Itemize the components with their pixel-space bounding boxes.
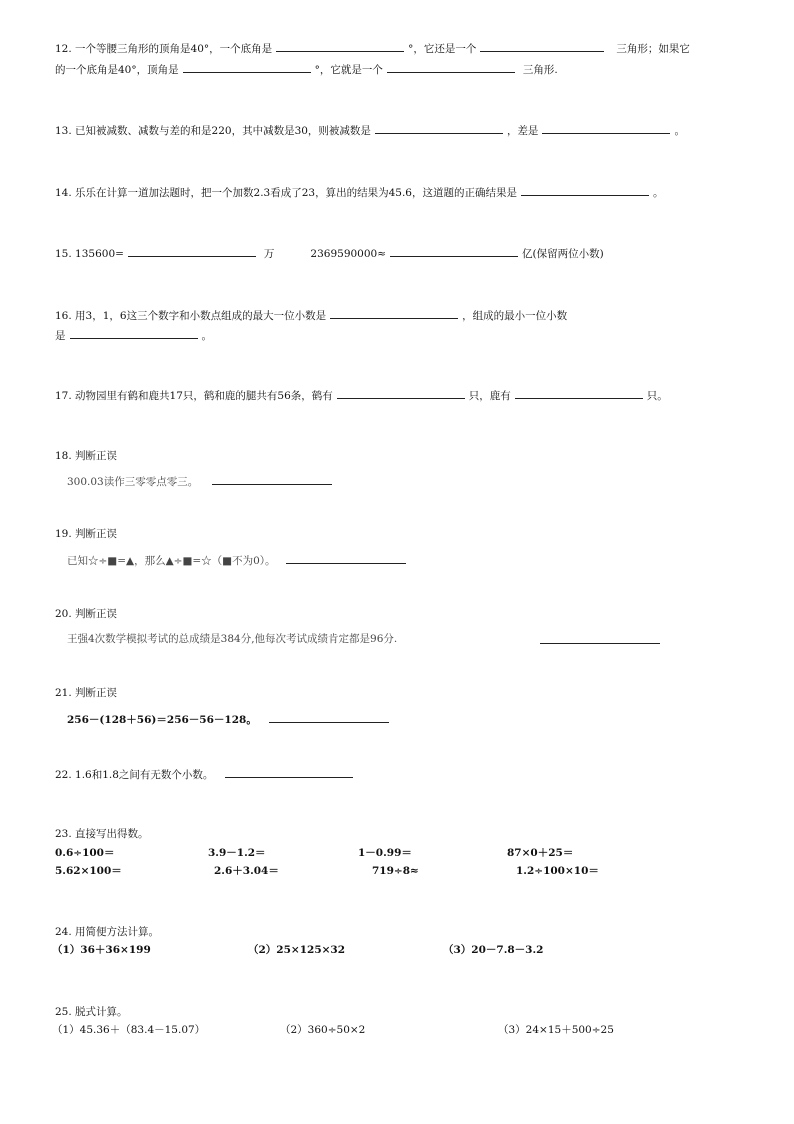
answer-blank[interactable] — [212, 473, 332, 485]
question-21-title: 21. 判断正误 — [55, 687, 118, 699]
answer-blank[interactable] — [128, 245, 256, 257]
calc-item: 1.2÷100×10＝ — [516, 865, 599, 877]
question-12-line1: 12. 一个等腰三角形的顶角是40°，一个底角是 °，它还是一个 三角形；如果它 — [55, 40, 690, 56]
answer-blank[interactable] — [540, 632, 660, 644]
calc-item: 5.62×100＝ — [55, 865, 122, 877]
answer-blank[interactable] — [70, 327, 198, 339]
answer-blank[interactable] — [330, 307, 458, 319]
question-24-title: 24. 用简便方法计算。 — [55, 926, 160, 938]
answer-blank[interactable] — [276, 40, 404, 52]
question-16-line2: 是 。 — [55, 327, 212, 343]
answer-blank[interactable] — [286, 552, 406, 564]
answer-blank[interactable] — [387, 61, 515, 73]
answer-blank[interactable] — [480, 40, 604, 52]
calc-item: 1－0.99＝ — [358, 847, 412, 859]
answer-blank[interactable] — [269, 711, 389, 723]
calc-item: （2）360÷50×2 — [280, 1024, 366, 1036]
question-19-title: 19. 判断正误 — [55, 528, 118, 540]
answer-blank[interactable] — [183, 61, 311, 73]
calc-item: 2.6＋3.04＝ — [214, 865, 279, 877]
answer-blank[interactable] — [375, 122, 503, 134]
question-20-statement: 王强4次数学模拟考试的总成绩是384分,他每次考试成绩肯定都是96分. — [67, 633, 398, 645]
answer-blank[interactable] — [225, 766, 353, 778]
question-21-statement: 256－(128＋56)＝256－56－128。 — [67, 711, 393, 727]
calc-item: 0.6÷100＝ — [55, 847, 115, 859]
question-14: 14. 乐乐在计算一道加法题时，把一个加数2.3看成了23，算出的结果为45.6，这道题的正确结果是 。 — [55, 184, 663, 200]
calc-item: 719÷8≈ — [372, 865, 419, 877]
question-17: 17. 动物园里有鹤和鹿共17只，鹤和鹿的腿共有56条，鹤有 只，鹿有 只。 — [55, 387, 668, 403]
answer-blank[interactable] — [337, 387, 465, 399]
question-13: 13. 已知被减数、减数与差的和是220，其中减数是30，则被减数是 ，差是 。 — [55, 122, 685, 138]
calc-item: （1）45.36＋（83.4－15.07） — [52, 1024, 206, 1036]
question-16-line1: 16. 用3，1，6这三个数字和小数点组成的最大一位小数是 ，组成的最小一位小数 — [55, 307, 567, 323]
question-23-title: 23. 直接写出得数。 — [55, 828, 149, 840]
answer-blank[interactable] — [390, 245, 518, 257]
question-25-title: 25. 脱式计算。 — [55, 1006, 128, 1018]
answer-blank[interactable] — [542, 122, 670, 134]
calc-item: 87×0＋25＝ — [507, 847, 574, 859]
answer-blank[interactable] — [521, 184, 649, 196]
question-15: 15. 135600= 万 2369590000≈ 亿(保留两位小数) — [55, 245, 604, 261]
question-12-line2: 的一个底角是40°，顶角是 °，它就是一个 三角形. — [55, 61, 558, 77]
question-22: 22. 1.6和1.8之间有无数个小数。 — [55, 766, 357, 782]
calc-item: （2）25×125×32 — [248, 944, 346, 956]
calc-item: （1）36＋36×199 — [52, 944, 151, 956]
calc-item: （3）24×15＋500÷25 — [498, 1024, 614, 1036]
answer-blank[interactable] — [515, 387, 643, 399]
calc-item: 3.9－1.2＝ — [208, 847, 266, 859]
question-18-title: 18. 判断正误 — [55, 450, 118, 462]
calc-item: （3）20－7.8－3.2 — [443, 944, 544, 956]
question-19-statement: 已知☆÷■=▲，那么▲÷■=☆（■不为0）。 — [67, 552, 410, 568]
question-20-title: 20. 判断正误 — [55, 608, 118, 620]
question-18-statement: 300.03读作三零零点零三。 — [67, 473, 336, 489]
